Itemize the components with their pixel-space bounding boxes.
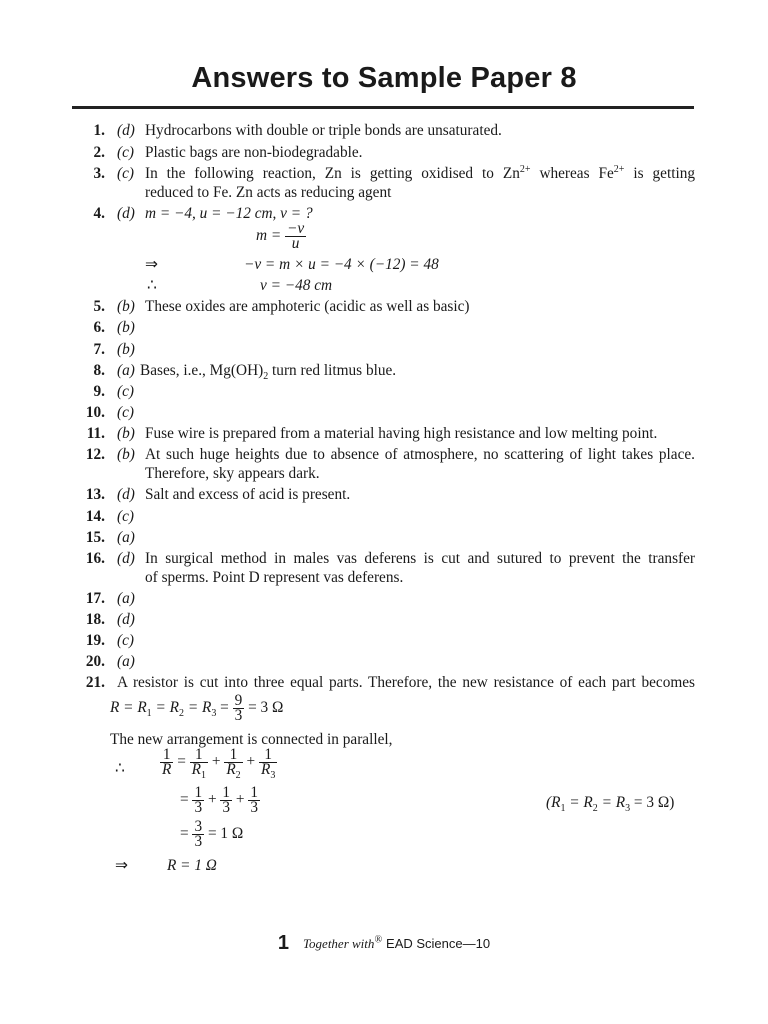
- answer-number: 4.: [93, 205, 105, 222]
- answer-choice: (d): [117, 550, 135, 567]
- book-title: EAD Science—10: [386, 936, 491, 951]
- answer-number: 14.: [85, 508, 105, 525]
- page-footer: [0, 932, 768, 955]
- brand-name: Together with®: [303, 934, 383, 951]
- answer-3-line-2: reduced to Fe. Zn acts as reducing agent: [145, 184, 392, 201]
- answer-number: 8.: [93, 362, 105, 379]
- answer-choice: (a): [117, 653, 135, 670]
- answer-choice: (c): [117, 404, 134, 421]
- answer-text: Salt and excess of acid is present.: [145, 486, 351, 503]
- answer-choice: (c): [117, 165, 134, 182]
- answer-21-parallel-text: The new arrangement is connected in parallel,: [110, 731, 393, 748]
- answer-choice: (c): [117, 144, 134, 161]
- answer-text: Plastic bags are non-biodegradable.: [145, 144, 363, 161]
- answer-text: of sperms. Point D represent vas deferens.: [145, 569, 404, 586]
- answer-text: Fuse wire is prepared from a material having high resistance and low melting point.: [145, 425, 658, 442]
- answer-choice: (d): [117, 205, 135, 222]
- answer-number: 18.: [85, 611, 105, 628]
- answer-21-substitution: = $\frac{1}{3}$ + $\frac{1}{3}$ + $\frac{1}{3}$: [180, 784, 259, 816]
- answer-number: 12.: [85, 446, 105, 463]
- answer-choice: (d): [117, 611, 135, 628]
- answer-choice: (a): [117, 590, 135, 607]
- answer-4-step-2: −v = m × u = −4 × (−12) = 48: [244, 256, 439, 273]
- answer-choice: (d): [117, 122, 135, 139]
- answer-number: 7.: [93, 341, 105, 358]
- answer-number: 20.: [85, 653, 105, 670]
- answer-choice: (c): [117, 508, 134, 525]
- answer-number: 15.: [85, 529, 105, 546]
- answer-number: 11.: [86, 425, 105, 442]
- answer-text: Therefore, sky appears dark.: [145, 465, 320, 482]
- answer-number: 6.: [93, 319, 105, 336]
- answer-choice: (d): [117, 486, 135, 503]
- answer-number: 5.: [93, 298, 105, 315]
- answer-text: Hydrocarbons with double or triple bonds are unsaturated.: [145, 122, 502, 139]
- answer-text: A resistor is cut into three equal parts. Therefore, the new resistance of each part becomes: [117, 674, 695, 691]
- answer-choice: (b): [117, 298, 135, 315]
- answer-21-final: R = 1 Ω: [167, 857, 217, 874]
- answer-4-formula: m = $\frac{-v}{u}$: [256, 220, 305, 252]
- answer-choice: (a): [117, 362, 135, 379]
- answer-number: 13.: [85, 486, 105, 503]
- answer-number: 17.: [85, 590, 105, 607]
- answer-number: 16.: [85, 550, 105, 567]
- answer-choice: (b): [117, 341, 135, 358]
- answer-number: 19.: [85, 632, 105, 649]
- answer-choice: (b): [117, 319, 135, 336]
- answer-number: 2.: [93, 144, 105, 161]
- implies-symbol: ⇒: [145, 256, 158, 273]
- answer-choice: (c): [117, 632, 134, 649]
- therefore-symbol: ∴: [147, 277, 157, 294]
- answer-number: 3.: [93, 165, 105, 182]
- title-divider: [72, 106, 694, 109]
- answer-text: In surgical method in males vas deferens is cut and sutured to prevent the transfer: [145, 550, 695, 567]
- answer-4-step-3: v = −48 cm: [260, 277, 333, 294]
- answer-4-given: m = −4, u = −12 cm, v = ?: [145, 205, 313, 222]
- answer-number: 10.: [85, 404, 105, 421]
- answer-number: 1.: [93, 122, 105, 139]
- answer-21-result-step: = $\frac{3}{3}$ = 1 Ω: [180, 818, 244, 850]
- implies-symbol: ⇒: [115, 857, 128, 874]
- therefore-symbol: ∴: [115, 760, 125, 777]
- page-title: Answers to Sample Paper 8: [191, 62, 577, 94]
- answer-21-condition: ($R_1 = R_2 = R_3 = 3$ Ω): [546, 794, 675, 815]
- answer-8-text: Bases, i.e., $Mg(OH)_2$ turn red litmus blue.: [140, 362, 397, 383]
- answer-21-equation-1: $R = R_1 = R_2 = R_3$ = $\frac{9}{3}$ = 3 Ω: [110, 692, 284, 724]
- answer-choice: (c): [117, 383, 134, 400]
- answer-number: 21.: [85, 674, 105, 691]
- answer-choice: (a): [117, 529, 135, 546]
- page-number: 1: [277, 932, 290, 954]
- answer-text: These oxides are amphoteric (acidic as well as basic): [145, 298, 470, 315]
- answer-text: At such huge heights due to absence of atmosphere, no scattering of light takes place.: [145, 446, 695, 463]
- answer-choice: (b): [117, 425, 135, 442]
- answer-choice: (b): [117, 446, 135, 463]
- answer-3-line-1: In the following reaction, Zn is getting oxidised to $Zn^{2+}$ whereas $Fe^{2+}$ is getting: [145, 163, 696, 182]
- answer-21-parallel-equation: $\frac{1}{R}$ = $\frac{1}{R_1}$ + $\frac{1}{R_2}$ + $\frac{1}{R_3}$: [162, 746, 276, 782]
- answer-number: 9.: [93, 383, 105, 400]
